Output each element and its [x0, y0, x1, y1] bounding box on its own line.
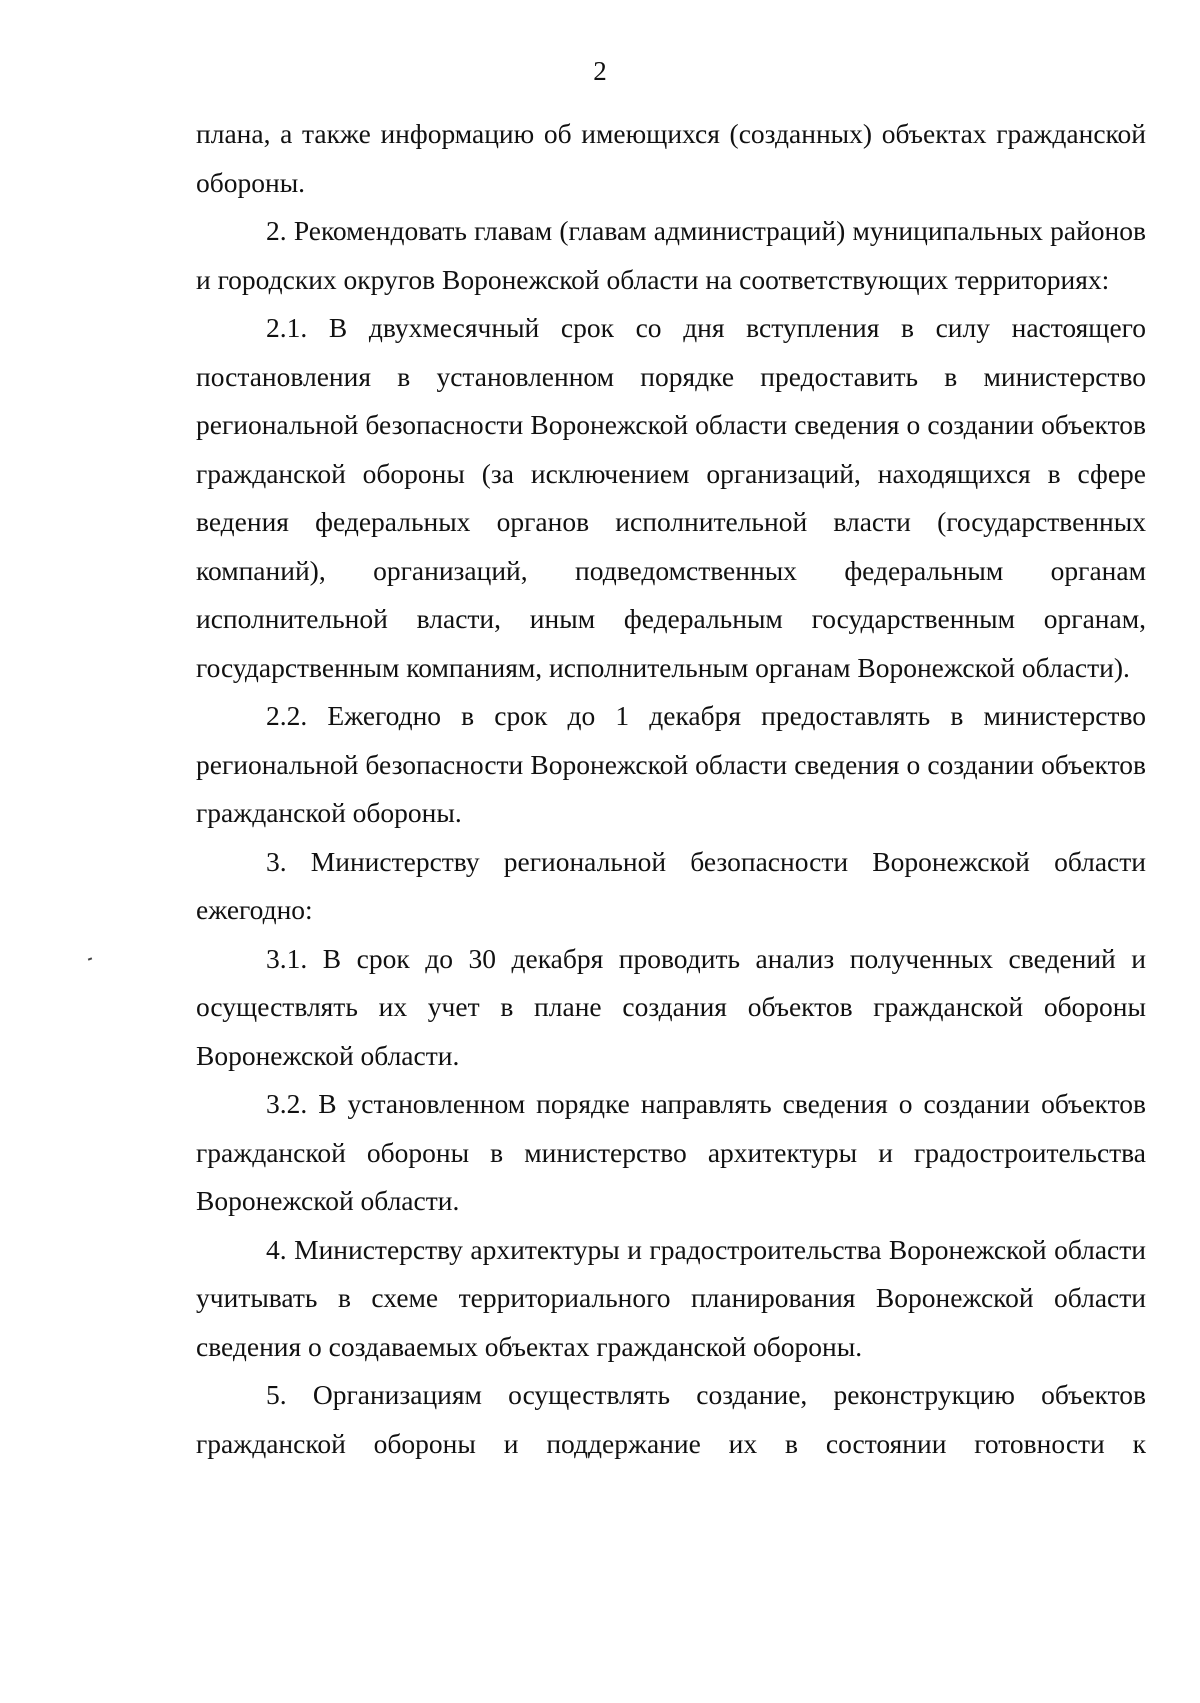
page-number: 2 — [593, 56, 607, 86]
paragraph-2-1: 2.1. В двухмесячный срок со дня вступления в силу настоящего постановления в установленном порядке предоставить в министерство региональной безопасности Воронежской области сведения о создании объектов гражданской обороны (за исключением организаций, находящихся в сфере ведения федеральных органов исполнительной власти (государственных компаний), организаций, подведомственных федеральным органам исполнительной власти, иным федеральным государственным органам, государственным компаниям, исполнительным органам Воронежской области). — [196, 312, 1146, 683]
document-body — [196, 110, 1146, 1468]
margin-mark — [88, 957, 92, 960]
paragraph-3-1: 3.1. В срок до 30 декабря проводить анализ полученных сведений и осуществлять их учет в плане создания объектов гражданской обороны Воронежской области. — [196, 942, 1146, 1071]
paragraph-2-2: 2.2. Ежегодно в срок до 1 декабря предоставлять в министерство региональной безопасности Воронежской области сведения о создании объектов гражданской обороны. — [196, 700, 1146, 828]
paragraph-2: 2. Рекомендовать главам (главам администраций) муниципальных районов и городских округов Воронежской области на соответствующих территориях: — [196, 215, 1146, 295]
paragraph-4: 4. Министерству архитектуры и градостроительства Воронежской области учитывать в схеме территориального планирования Воронежской области сведения о создаваемых объектах гражданской обороны. — [196, 1233, 1146, 1362]
paragraph-3-2: 3.2. В установленном порядке направлять сведения о создании объектов гражданской обороны в министерство архитектуры и градостроительства Воронежской области. — [196, 1088, 1146, 1216]
paragraph-continued: плана, а также информацию об имеющихся (созданных) объектах гражданской обороны. — [196, 118, 1146, 198]
paragraph-5: 5. Организациям осуществлять создание, реконструкцию объектов гражданской обороны и поддержание их в состоянии готовности к — [196, 1379, 1146, 1459]
paragraph-3: 3. Министерству региональной безопасности Воронежской области ежегодно: — [196, 845, 1146, 925]
